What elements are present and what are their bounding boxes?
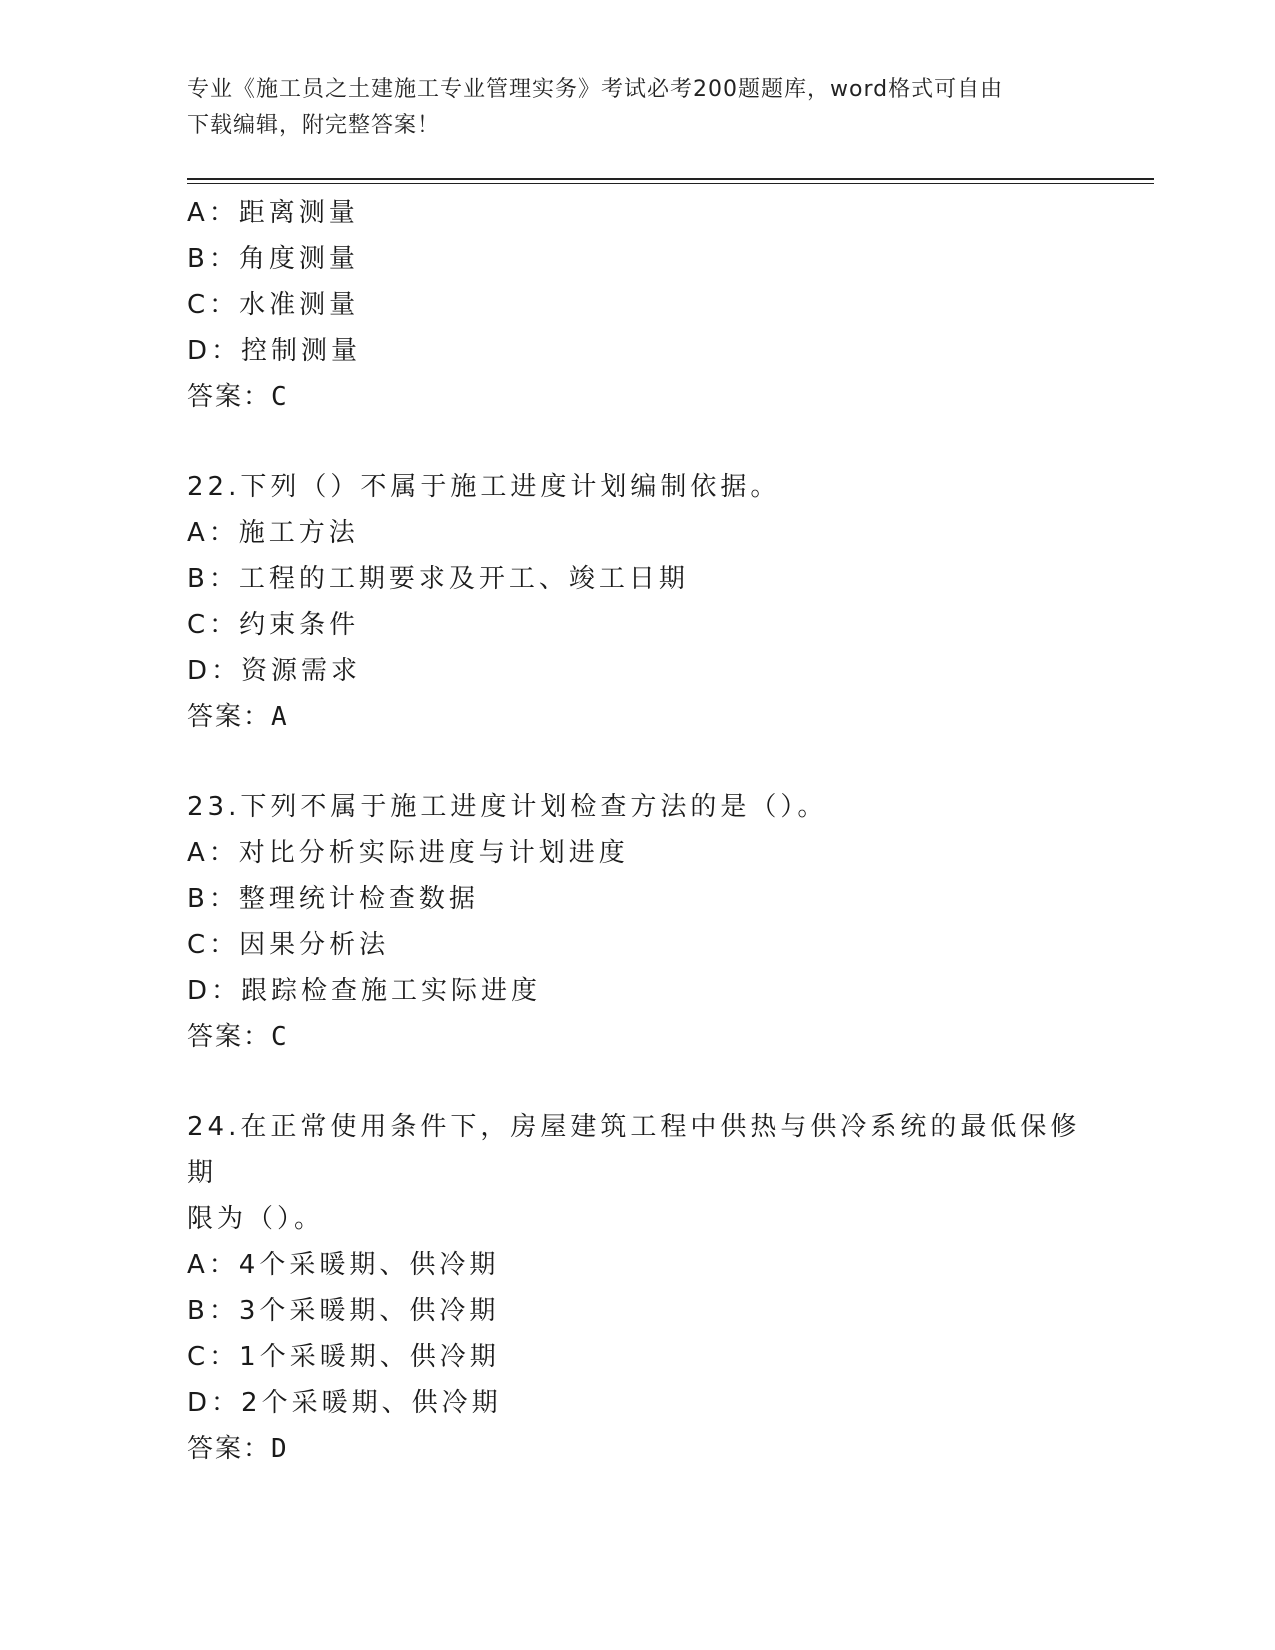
option-b: B：角度测量 (187, 244, 359, 274)
answer-value: C (271, 1022, 289, 1052)
option-c: C：水准测量 (187, 290, 360, 320)
option-c: C：因果分析法 (187, 930, 390, 960)
option-a: A：4个采暖期、供冷期 (187, 1250, 500, 1280)
option-a: A：距离测量 (187, 198, 359, 228)
option-a: A：施工方法 (187, 518, 359, 548)
answer-line (187, 374, 1087, 420)
question-23 (187, 784, 1087, 1060)
answer-value: A (271, 702, 289, 732)
option-b: B：工程的工期要求及开工、竣工日期 (187, 564, 689, 594)
header-divider-thick (187, 178, 1154, 180)
option-b: B：整理统计检查数据 (187, 884, 479, 914)
answer-label: 答案： (187, 382, 272, 412)
header-divider-thin (187, 183, 1154, 184)
option-d: D：2个采暖期、供冷期 (187, 1388, 502, 1418)
option-c: C：1个采暖期、供冷期 (187, 1342, 500, 1372)
question-21 (187, 190, 1087, 420)
option-d: D：控制测量 (187, 336, 362, 366)
answer-line (187, 1014, 1087, 1060)
question-stem-line-2: 限为（）。 (187, 1204, 325, 1234)
option-a: A：对比分析实际进度与计划进度 (187, 838, 629, 868)
option-c: C：约束条件 (187, 610, 360, 640)
answer-value: C (271, 382, 289, 412)
answer-line (187, 694, 1087, 740)
option-d: D：跟踪检查施工实际进度 (187, 976, 542, 1006)
question-stem: 22.下列（）不属于施工进度计划编制依据。 (187, 472, 781, 502)
header-title-line-2: 下载编辑，附完整答案！ (187, 113, 441, 138)
page-header (187, 72, 1087, 144)
question-stem: 23.下列不属于施工进度计划检查方法的是（）。 (187, 792, 828, 822)
header-title-line-1: 专业《施工员之土建施工专业管理实务》考试必考200题题库，word格式可自由 (187, 77, 1004, 102)
question-stem-line-1: 24.在正常使用条件下，房屋建筑工程中供热与供冷系统的最低保修期 (187, 1112, 1081, 1188)
question-22 (187, 464, 1087, 740)
answer-label: 答案： (187, 702, 272, 732)
option-b: B：3个采暖期、供冷期 (187, 1296, 500, 1326)
answer-label: 答案： (187, 1022, 272, 1052)
question-24 (187, 1104, 1087, 1472)
question-list (187, 190, 1087, 1472)
option-d: D：资源需求 (187, 656, 362, 686)
answer-label: 答案： (187, 1434, 272, 1464)
answer-line (187, 1426, 1087, 1472)
answer-value: D (271, 1434, 289, 1464)
